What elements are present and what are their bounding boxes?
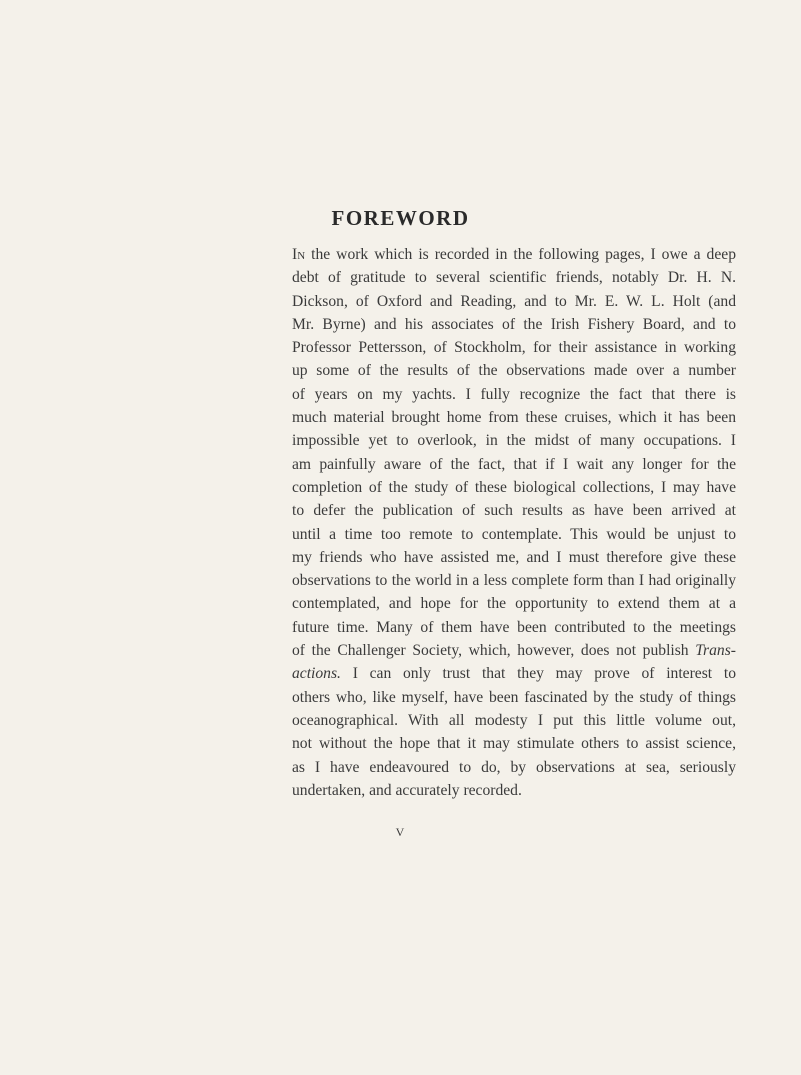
foreword-paragraph <box>292 243 736 802</box>
text-line: undertaken, and accurately recorded. <box>292 781 522 799</box>
text-line: completion of the study of these biological collections, I may have <box>292 478 736 496</box>
text-line: observations to the world in a less complete form than I had originally <box>292 572 736 590</box>
text-line: much material brought home from these cruises, which it has been <box>292 409 736 427</box>
text-line: others who, like myself, have been fascinated by the study of things <box>292 688 736 706</box>
text-line: to defer the publication of such results as have been arrived at <box>292 502 736 520</box>
drop-word: In <box>292 246 306 263</box>
text-line <box>292 639 736 662</box>
text-line: contemplated, and hope for the opportunity to extend them at a <box>292 595 736 613</box>
page-number: V <box>395 825 406 839</box>
italic-word: actions. <box>292 665 341 683</box>
line-text: of the Challenger Society, which, however, does not publish <box>292 642 696 660</box>
line-text: I can only trust that they may prove of interest to <box>340 665 736 683</box>
text-line <box>292 243 736 266</box>
text-line: future time. Many of them have been contributed to the meetings <box>292 618 736 636</box>
page-title: FOREWORD <box>331 206 470 230</box>
italic-word: Trans- <box>695 642 736 660</box>
text-line: Professor Pettersson, of Stockholm, for their assistance in working <box>292 339 736 357</box>
text-line: am painfully aware of the fact, that if I wait any longer for the <box>292 455 736 473</box>
text-line: my friends who have assisted me, and I must therefore give these <box>292 548 736 566</box>
line-text: the work which is recorded in the following pages, I owe a deep <box>305 246 736 263</box>
text-line: Mr. Byrne) and his associates of the Irish Fishery Board, and to <box>292 315 736 333</box>
text-line: not without the hope that it may stimulate others to assist science, <box>292 735 736 753</box>
text-line: of years on my yachts. I fully recognize the fact that there is <box>292 385 736 403</box>
text-line: up some of the results of the observations made over a number <box>292 362 736 380</box>
text-line: Dickson, of Oxford and Reading, and to Mr. E. W. L. Holt (and <box>292 292 736 310</box>
text-line: as I have endeavoured to do, by observations at sea, seriously <box>292 758 736 776</box>
text-line: oceanographical. With all modesty I put this little volume out, <box>292 711 736 729</box>
text-line <box>292 662 736 685</box>
text-line: debt of gratitude to several scientific friends, notably Dr. H. N. <box>292 269 736 287</box>
text-line: until a time too remote to contemplate. This would be unjust to <box>292 525 736 543</box>
text-line: impossible yet to overlook, in the midst of many occupations. I <box>292 432 736 450</box>
